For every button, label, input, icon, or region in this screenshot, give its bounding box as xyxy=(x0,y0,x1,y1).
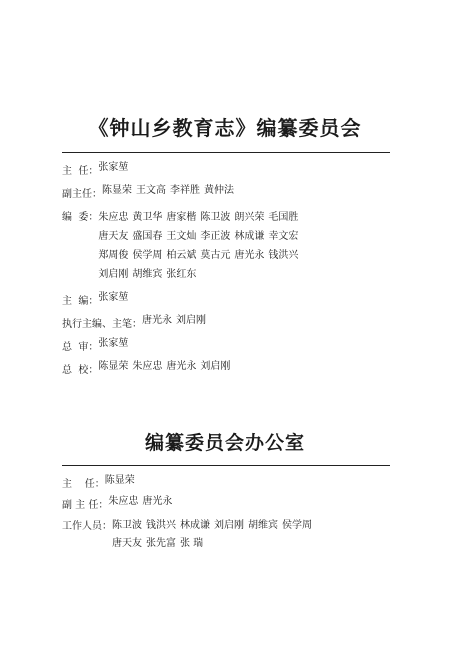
role-label: 总 审： xyxy=(62,342,99,353)
member-name: 盛国春 xyxy=(132,231,163,242)
member-name: 王文灿 xyxy=(166,231,197,242)
member-name: 张家堃 xyxy=(98,338,129,349)
member-name: 朱应忠 xyxy=(108,496,139,507)
member-name: 李正波 xyxy=(200,231,231,242)
member-name: 唐光永 xyxy=(142,496,173,507)
member-name: 黄卫华 xyxy=(132,212,163,223)
member-name: 钱洪兴 xyxy=(146,520,176,531)
office-row xyxy=(62,496,392,511)
member-name: 唐天友 xyxy=(98,231,129,242)
member-names xyxy=(108,496,336,508)
member-name: 唐光永 xyxy=(166,361,197,372)
member-name: 侯学周 xyxy=(132,250,163,261)
office-list xyxy=(62,475,392,559)
member-name: 张红东 xyxy=(166,269,197,280)
member-name: 陈显荣 xyxy=(98,361,129,372)
role-label: 执行主编、主笔： xyxy=(62,319,142,330)
role-label: 总 校： xyxy=(62,365,99,376)
member-name: 刘启刚 xyxy=(214,520,244,531)
committee-title: 《钟山乡教育志》编纂委员会 xyxy=(88,116,362,140)
committee-row xyxy=(62,162,392,177)
member-name: 胡维宾 xyxy=(132,269,163,280)
office-title: 编纂委员会办公室 xyxy=(144,432,305,454)
committee-row xyxy=(62,292,392,307)
member-names xyxy=(102,185,330,197)
member-name: 柏云斌 xyxy=(166,250,197,261)
member-name: 唐天友 xyxy=(112,538,142,549)
committee-row xyxy=(62,315,392,330)
role-label: 副主任： xyxy=(62,189,102,200)
member-name: 郑周俊 xyxy=(98,250,129,261)
member-names xyxy=(98,361,326,373)
member-name: 侯学周 xyxy=(282,520,312,531)
member-name: 林成谦 xyxy=(234,231,265,242)
role-label: 主 编： xyxy=(62,296,99,307)
role-label: 主 任： xyxy=(62,479,105,490)
member-name: 朱应忠 xyxy=(98,212,129,223)
member-name: 林成谦 xyxy=(180,520,210,531)
member-name: 张 瑞 xyxy=(180,538,204,549)
role-label: 工作人员： xyxy=(62,521,112,532)
member-name: 张家堃 xyxy=(98,162,129,173)
committee-divider xyxy=(62,152,390,153)
member-name: 唐家楷 xyxy=(166,212,197,223)
role-label: 编 委： xyxy=(62,212,99,223)
member-name: 唐光永 xyxy=(142,315,172,326)
member-names xyxy=(98,162,326,174)
member-name: 唐光永 xyxy=(234,250,265,261)
member-name: 朗兴荣 xyxy=(234,212,265,223)
committee-row xyxy=(62,361,392,376)
member-name: 钱洪兴 xyxy=(268,250,299,261)
committee-row xyxy=(62,185,392,200)
member-name: 李祥胜 xyxy=(170,185,200,196)
member-names xyxy=(105,475,333,487)
member-name: 张家堃 xyxy=(98,292,129,303)
member-name: 幸文宏 xyxy=(268,231,299,242)
member-name: 陈卫波 xyxy=(200,212,231,223)
member-names xyxy=(98,208,326,284)
member-name: 胡维宾 xyxy=(248,520,278,531)
member-name: 莫古元 xyxy=(200,250,231,261)
member-name: 黄仲法 xyxy=(204,185,234,196)
member-name: 朱应忠 xyxy=(132,361,163,372)
member-name: 刘启刚 xyxy=(176,315,206,326)
member-name: 刘启刚 xyxy=(200,361,231,372)
role-label: 副 主 任： xyxy=(62,500,109,511)
member-name: 陈显荣 xyxy=(102,185,132,196)
member-names xyxy=(112,517,340,553)
member-name: 陈显荣 xyxy=(104,475,135,486)
member-name: 陈卫波 xyxy=(112,520,142,531)
member-name: 王文高 xyxy=(136,185,166,196)
committee-list xyxy=(62,162,392,384)
member-name: 刘启刚 xyxy=(98,269,129,280)
office-row xyxy=(62,475,392,490)
member-names xyxy=(98,292,326,304)
member-name: 张先富 xyxy=(146,538,176,549)
committee-row xyxy=(62,208,392,284)
member-name: 毛国胜 xyxy=(268,212,299,223)
role-label: 主 任： xyxy=(62,166,99,177)
office-divider xyxy=(62,465,390,466)
member-names xyxy=(142,315,370,327)
office-row xyxy=(62,517,392,553)
member-names xyxy=(98,338,326,350)
committee-row xyxy=(62,338,392,353)
